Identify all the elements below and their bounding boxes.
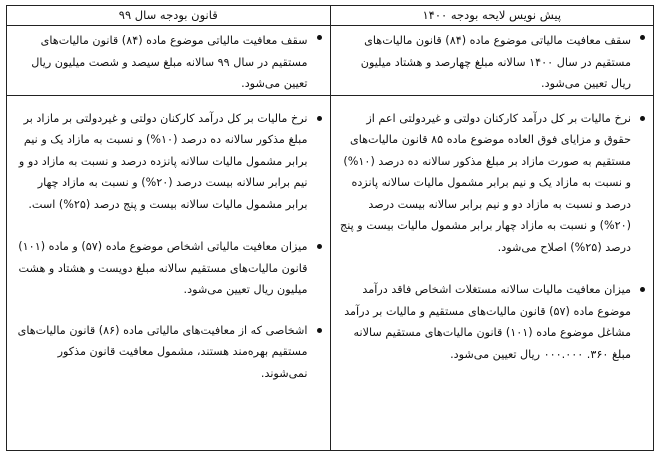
list-item-text: میزان معافیت مالیات سالانه مستغلات اشخاص فاقد درآمد موضوع ماده (۵۷) قانون مالیات‌های مستقیم و مالیات بر درآمد مشاغل موضوع ماده (۱۰۱) قانون مالیات‌های مستقیم سالانه مبلغ ۳۶۰. ۰۰۰.۰۰۰ ریال تعیین می‌شود. [344, 283, 631, 361]
law-99-cell [7, 95, 331, 451]
list-item [7, 26, 330, 95]
bullet-dot-icon [640, 116, 645, 121]
bullet-dot-icon [317, 35, 322, 40]
list-item [7, 301, 330, 385]
bullet-dot-icon [640, 287, 645, 292]
budget-comparison-table [6, 5, 654, 451]
law-99-column-header: قانون بودجه سال ۹۹ [7, 6, 331, 26]
list-item [331, 26, 654, 95]
list-item [331, 258, 654, 365]
law-99-cell [7, 26, 331, 96]
bullet-list [7, 26, 330, 95]
list-item-text: نرخ مالیات بر کل درآمد کارکنان دولتی و غیردولتی اعم از حقوق و مزایای فوق العاده موضوع ماده ۸۵ قانون مالیات‌های مستقیم به صورت مازاد بر مبلغ مذکور سالانه ده درصد (۱۰%) و نسبت به مازاد یک و نیم برابر مشمول مالیات سالانه پانزده درصد و نسبت به مازاد دو و نیم برابر سالانه بیست درصد (۲۰%) و نسبت به مازاد چهار برابر مشمول مالیات بیست و پنج درصد (۲۵%) اصلاح می‌شود. [340, 111, 631, 254]
list-item [7, 215, 330, 301]
draft-1400-cell [330, 26, 654, 96]
list-item [7, 96, 330, 216]
bullet-list [331, 26, 654, 95]
draft-1400-cell [330, 95, 654, 451]
bullet-dot-icon [317, 244, 322, 249]
list-item-text: میزان معافیت مالیاتی اشخاص موضوع ماده (۵۷) و ماده (۱۰۱) قانون مالیات‌های مستقیم سالانه مبلغ دویست و هشتاد و هشت میلیون ریال تعیین می‌شود. [18, 240, 308, 296]
draft-1400-column-header: پیش نویس لایحه بودجه ۱۴۰۰ [330, 6, 654, 26]
list-item [331, 96, 654, 259]
table-row [7, 95, 654, 451]
list-item-text: سقف معافیت مالیاتی موضوع ماده (۸۴) قانون مالیات‌های مستقیم در سال ۱۴۰۰ سالانه مبلغ چهارصد و هشتاد میلیون ریال تعیین می‌شود. [360, 34, 631, 90]
bullet-list [331, 96, 654, 366]
bullet-list [7, 96, 330, 385]
bullet-dot-icon [640, 35, 645, 40]
list-item-text: نرخ مالیات بر کل درآمد کارکنان دولتی و غیردولتی بر مازاد بر مبلغ مذکور سالانه ده درصد (۱۰%) و نسبت به مازاد یک و نیم برابر مشمول مالیات سالانه پانزده درصد و نسبت به مازاد دو و نیم برابر سالانه بیست درصد (۲۰%) و نسبت به مازاد چهار برابر مشمول مالیات سالانه بیست و پنج درصد (۲۵%) است. [18, 111, 308, 211]
bullet-dot-icon [317, 328, 322, 333]
list-item-text: سقف معافیت مالیاتی موضوع ماده (۸۴) قانون مالیات‌های مستقیم در سال ۹۹ سالانه مبلغ سیصد و شصت میلیون ریال تعیین می‌شود. [31, 34, 308, 90]
header-row [7, 6, 654, 26]
table-row [7, 26, 654, 96]
bullet-dot-icon [317, 116, 322, 121]
list-item-text: اشخاصی که از معافیت‌های مالیاتی ماده (۸۶) قانون مالیات‌های مستقیم بهره‌مند هستند، مشمول معافیت قانون مذکور نمی‌شوند. [17, 323, 308, 380]
